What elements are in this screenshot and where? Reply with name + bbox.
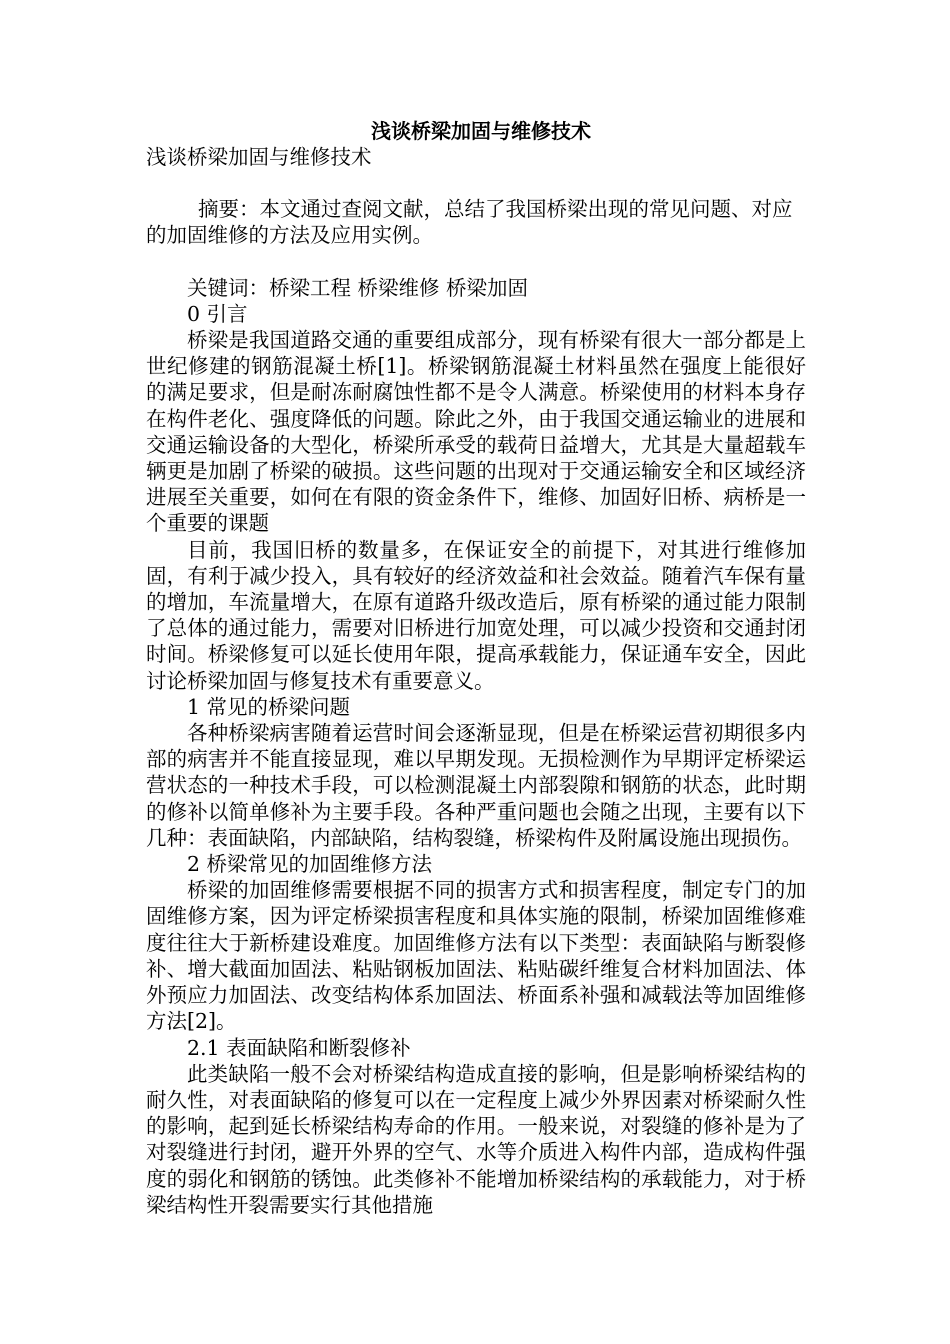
paragraph: 桥梁是我国道路交通的重要组成部分，现有桥梁有很大一部分都是上世纪修建的钢筋混凝土桥[1]。桥梁钢筋混凝土材料虽然在强度上能很好的满足要求，但是耐冻耐腐蚀性都不是令人满意。桥梁使用的材料本身存在构件老化、强度降低的问题。除此之外，由于我国交通运输业的进展和交通运输设备的大型化，桥梁所承受的载荷日益增大，尤其是大量超载车辆更是加剧了桥梁的破损。这些问题的出现对于交通运输安全和区域经济进展至关重要，如何在有限的资金条件下，维修、加固好旧桥、病桥是一个重要的课题 [146, 328, 806, 536]
spacer [146, 249, 806, 275]
document-title: 浅谈桥梁加固与维修技术 [371, 119, 591, 143]
section-heading: 1 常见的桥梁问题 [187, 694, 351, 719]
section-heading: 2 桥梁常见的加固维修方法 [187, 852, 433, 877]
paragraph: 此类缺陷一般不会对桥梁结构造成直接的影响，但是影响桥梁结构的耐久性，对表面缺陷的修复可以在一定程度上减少外界因素对桥梁耐久性的影响，起到延长桥梁结构寿命的作用。一般来说，对裂缝的修补是为了对裂缝进行封闭，避开外界的空气、水等介质进入构件内部，造成构件强度的弱化和钢筋的锈蚀。此类修补不能增加桥梁结构的承载能力，对于桥梁结构性开裂需要实行其他措施 [146, 1061, 806, 1217]
section-heading: 2.1 表面缺陷和断裂修补 [187, 1035, 411, 1060]
abstract: 摘要：本文通过查阅文献，总结了我国桥梁出现的常见问题、对应的加固维修的方法及应用实例。 [146, 197, 793, 248]
keywords: 关键词：桥梁工程 桥梁维修 桥梁加固 [187, 275, 529, 300]
document-page [146, 118, 806, 1218]
document-subtitle: 浅谈桥梁加固与维修技术 [146, 145, 372, 169]
paragraph: 桥梁的加固维修需要根据不同的损害方式和损害程度，制定专门的加固维修方案，因为评定桥梁损害程度和具体实施的限制，桥梁加固维修难度往往大于新桥建设难度。加固维修方法有以下类型：表面缺陷与断裂修补、增大截面加固法、粘贴钢板加固法、粘贴碳纤维复合材料加固法、体外预应力加固法、改变结构体系加固法、桥面系补强和减载法等加固维修方法[2]。 [146, 878, 806, 1034]
paragraph: 各种桥梁病害随着运营时间会逐渐显现，但是在桥梁运营初期很多内部的病害并不能直接显现，难以早期发现。无损检测作为早期评定桥梁运营状态的一种技术手段，可以检测混凝土内部裂隙和钢筋的状态，此时期的修补以简单修补为主要手段。各种严重问题也会随之出现，主要有以下几种：表面缺陷，内部缺陷，结构裂缝，桥梁构件及附属设施出现损伤。 [146, 721, 806, 850]
paragraph: 目前，我国旧桥的数量多，在保证安全的前提下，对其进行维修加固，有利于减少投入，具有较好的经济效益和社会效益。随着汽车保有量的增加，车流量增大，在原有道路升级改造后，原有桥梁的通过能力限制了总体的通过能力，需要对旧桥进行加宽处理，可以减少投资和交通封闭时间。桥梁修复可以延长使用年限，提高承载能力，保证通车安全，因此讨论桥梁加固与修复技术有重要意义。 [146, 537, 806, 693]
spacer [146, 170, 806, 196]
section-heading: 0 引言 [187, 301, 248, 326]
